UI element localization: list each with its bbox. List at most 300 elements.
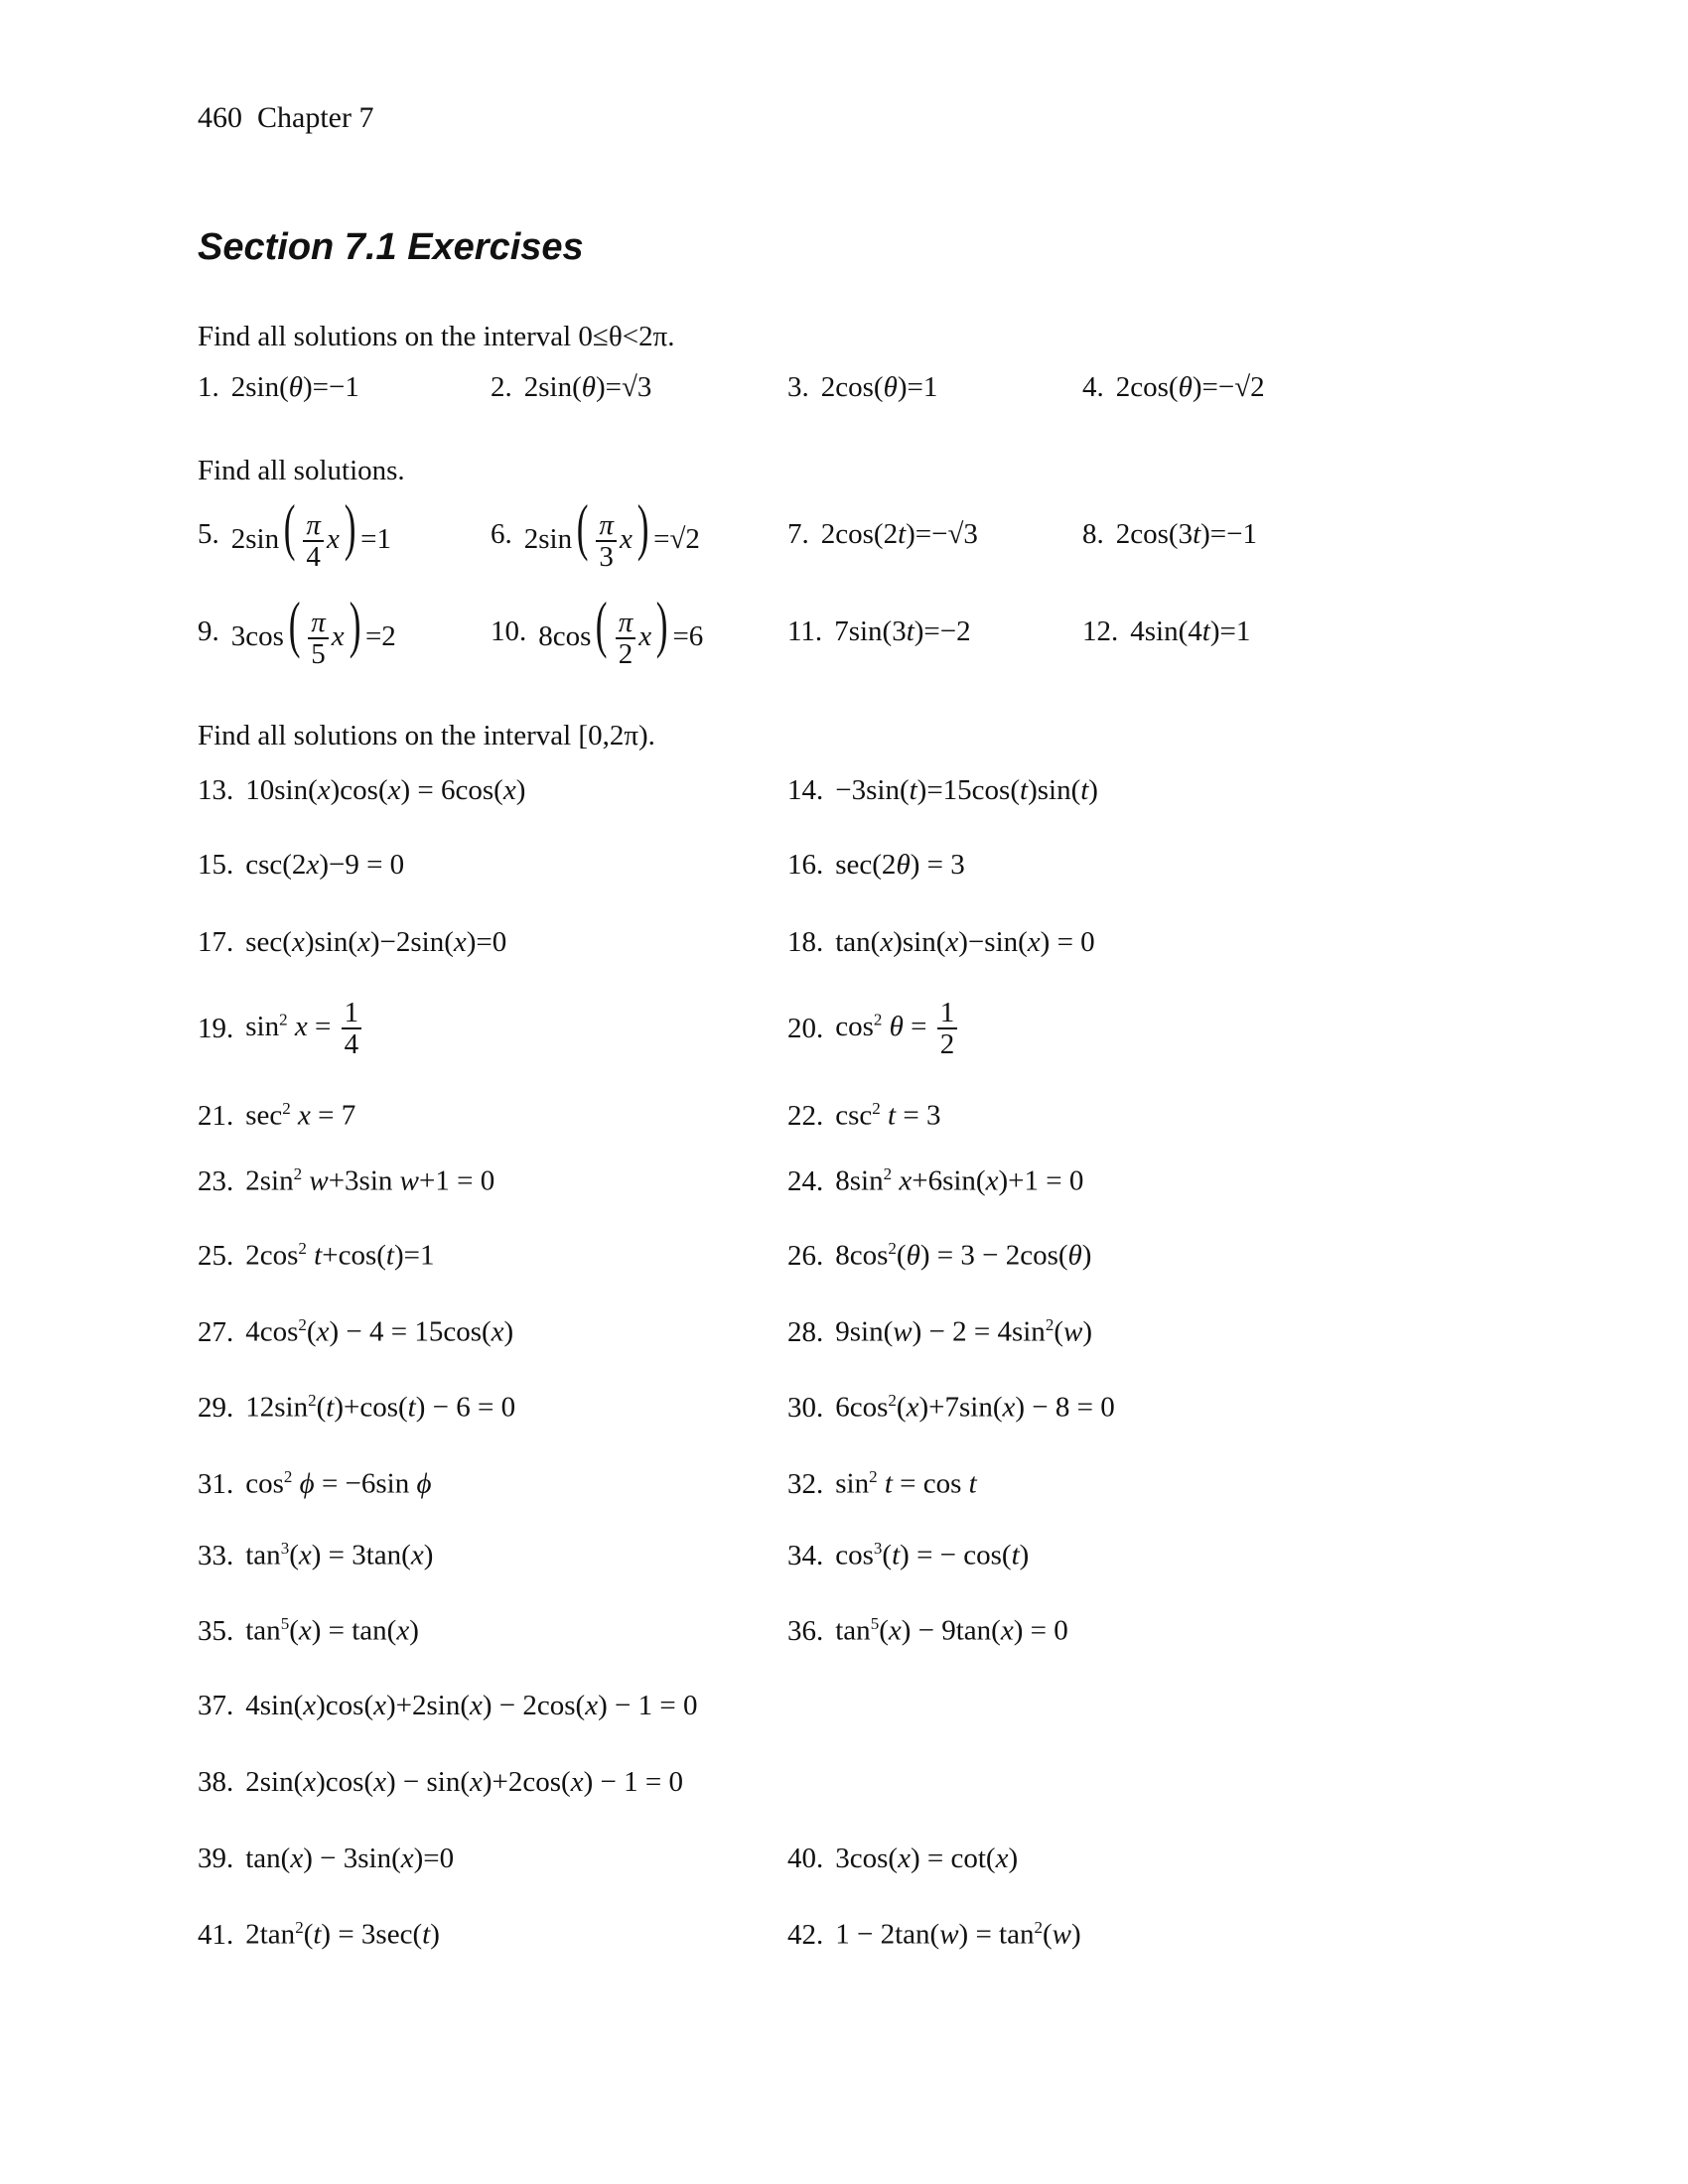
exercise-number: 6. — [491, 517, 512, 550]
equation-variable: x — [303, 1765, 317, 1798]
exercise-item — [787, 1611, 1068, 1651]
equation-variable: x — [316, 1315, 330, 1348]
equation-text — [291, 1100, 298, 1132]
large-parenthesis: ( — [283, 491, 296, 563]
exercise-item — [491, 589, 704, 671]
equation-variable: x — [985, 1164, 999, 1197]
equation-variable: θ — [288, 370, 303, 403]
equation-variable: θ — [889, 1010, 904, 1042]
exercise-equation — [230, 589, 396, 671]
fraction — [596, 510, 617, 573]
fraction — [616, 608, 636, 670]
equation-text: ) = − cos( — [900, 1539, 1012, 1571]
equation-variable: θ — [1178, 370, 1193, 403]
equation-variable: x — [638, 620, 652, 653]
fraction-numerator: 1 — [342, 998, 362, 1029]
large-parenthesis: ( — [576, 491, 589, 563]
equation-text: 3cos — [230, 620, 284, 653]
exercise-number: 2. — [491, 370, 512, 403]
exercise-item — [787, 1236, 1091, 1276]
equation-text: ) = tan( — [311, 1614, 397, 1647]
exponent: 2 — [279, 1010, 288, 1028]
exercise-item — [198, 1388, 515, 1428]
equation-text: ( — [289, 1614, 299, 1647]
equation-text: ) = 6cos( — [400, 773, 503, 806]
exercise-item — [198, 770, 525, 810]
equation-text — [881, 1100, 888, 1132]
equation-variable: θ — [906, 1239, 920, 1272]
exercise-number: 28. — [787, 1315, 824, 1348]
exercise-item — [198, 1236, 434, 1276]
equation-text: )=−√2 — [1192, 370, 1265, 403]
equation-text: 4sin( — [245, 1689, 304, 1721]
equation-text: ) − 9tan( — [901, 1614, 1001, 1647]
exercise-equation — [835, 926, 1094, 959]
equation-variable: θ — [1067, 1239, 1082, 1272]
exercise-item — [198, 1464, 432, 1504]
equation-variable: t — [422, 1918, 431, 1951]
equation-text: 8sin — [835, 1164, 884, 1197]
equation-variable: x — [1000, 1614, 1014, 1647]
equation-text: ( — [882, 1539, 893, 1571]
equation-variable: t — [385, 1239, 394, 1272]
equation-text: ) − 3sin( — [303, 1842, 401, 1874]
equation-variable: w — [939, 1918, 959, 1951]
equation-text: ) = tan — [958, 1918, 1035, 1951]
equation-text: ) — [1071, 1918, 1081, 1951]
page-header — [198, 101, 373, 135]
exponent: 2 — [1045, 1315, 1055, 1335]
exercise-number: 1. — [198, 370, 219, 403]
equation-text: )=1 — [393, 1239, 435, 1272]
equation-text: ) — [409, 1614, 419, 1647]
exercise-equation — [245, 1539, 433, 1572]
exercise-item — [198, 589, 396, 671]
equation-variable: t — [898, 517, 907, 550]
equation-variable: x — [1027, 925, 1041, 958]
large-parenthesis: ) — [636, 491, 649, 563]
fraction-numerator: π — [308, 608, 329, 639]
page-number: 460 — [198, 101, 242, 134]
equation-text: )+cos( — [334, 1391, 408, 1424]
exercise-equation — [245, 774, 525, 807]
equation-text: ) — [1082, 1315, 1092, 1348]
exercise-equation — [1130, 615, 1250, 648]
exercise-item — [198, 1161, 494, 1201]
exercise-item — [198, 1839, 454, 1878]
exercise-item — [787, 996, 960, 1060]
equation-text: =√2 — [653, 523, 700, 556]
instruction-1: Find all solutions on the interval 0≤θ<2π. — [198, 321, 675, 352]
equation-text: ( — [316, 1391, 327, 1424]
equation-text: ) = 0 — [1040, 925, 1095, 958]
equation-variable: t — [407, 1391, 416, 1424]
equation-text: )sin( — [893, 925, 946, 958]
equation-text: cos — [245, 1467, 284, 1500]
instruction-2: Find all solutions. — [198, 455, 405, 486]
equation-text: ) − 8 = 0 — [1015, 1391, 1115, 1424]
exercise-item — [198, 922, 506, 962]
equation-variable: x — [880, 925, 894, 958]
equation-text: )=0 — [413, 1842, 455, 1874]
equation-text: 4sin(4 — [1130, 614, 1202, 647]
exercise-equation — [245, 1690, 697, 1722]
exercise-item — [1082, 514, 1257, 554]
exercise-equation — [835, 849, 964, 882]
section-title: Section 7.1 Exercises — [198, 226, 584, 268]
equation-variable: t — [1193, 517, 1201, 550]
exponent: 3 — [873, 1539, 883, 1559]
exercise-number: 27. — [198, 1315, 234, 1348]
equation-text: 2tan — [245, 1918, 296, 1951]
exercise-equation — [835, 1315, 1092, 1349]
equation-variable: x — [294, 1010, 308, 1042]
equation-text: )=0 — [466, 925, 507, 958]
exponent: 2 — [298, 1239, 307, 1259]
exponent: 5 — [280, 1614, 290, 1634]
exercise-item — [1082, 367, 1265, 407]
equation-text: =1 — [360, 523, 391, 556]
exercise-item — [198, 1762, 683, 1802]
equation-text: ) − 2 = 4sin — [912, 1315, 1046, 1348]
exercise-equation — [835, 998, 960, 1060]
exercise-number: 15. — [198, 848, 234, 881]
exercise-number: 11. — [787, 614, 823, 647]
exercise-equation — [835, 1164, 1083, 1198]
equation-text: )=−1 — [303, 370, 359, 403]
equation-text: tan( — [245, 1842, 291, 1874]
equation-variable: x — [387, 773, 401, 806]
equation-text: ( — [1043, 1918, 1053, 1951]
exponent: 2 — [888, 1239, 897, 1259]
exercise-item — [787, 1096, 940, 1136]
exercise-item — [198, 1611, 419, 1651]
exercise-item — [198, 491, 391, 574]
exponent: 2 — [295, 1918, 304, 1938]
exercise-number: 12. — [1082, 614, 1119, 647]
exercise-item — [787, 612, 971, 651]
equation-text: ) — [1088, 773, 1098, 806]
exercise-number: 24. — [787, 1164, 824, 1197]
equation-text — [292, 1468, 299, 1500]
equation-text: 9sin( — [835, 1315, 894, 1348]
exercise-item — [787, 367, 937, 407]
equation-variable: x — [298, 1614, 312, 1647]
exercise-equation — [835, 1099, 940, 1133]
equation-text: ) — [515, 773, 526, 806]
equation-variable: t — [888, 1099, 897, 1132]
fraction-denominator: 2 — [618, 638, 633, 671]
exercise-equation — [245, 1918, 440, 1952]
equation-text: ) — [503, 1315, 514, 1348]
exercise-number: 14. — [787, 773, 824, 806]
exercise-number: 29. — [198, 1391, 234, 1424]
exercise-number: 36. — [787, 1614, 824, 1647]
equation-variable: x — [585, 1689, 599, 1721]
equation-text: )+7sin( — [918, 1391, 1003, 1424]
exercise-equation — [245, 1391, 515, 1425]
equation-variable: x — [317, 773, 331, 806]
equation-text: 2cos( — [820, 370, 884, 403]
equation-text: )=15cos( — [916, 773, 1020, 806]
equation-variable: x — [898, 1842, 911, 1874]
equation-text: )cos( — [316, 1765, 374, 1798]
exercise-number: 8. — [1082, 517, 1104, 550]
exercise-equation — [821, 518, 978, 551]
equation-text: ) = 3tan( — [311, 1539, 411, 1571]
equation-variable: t — [909, 773, 917, 806]
exercise-number: 21. — [198, 1099, 234, 1132]
chapter-label: Chapter 7 — [257, 101, 374, 134]
equation-text: 2sin( — [245, 1765, 304, 1798]
equation-variable: x — [470, 1689, 483, 1721]
equation-variable: x — [356, 925, 370, 958]
equation-text: ) − 6 = 0 — [415, 1391, 516, 1424]
equation-text: tan — [245, 1539, 281, 1571]
equation-text: ) = 3sec( — [321, 1918, 423, 1951]
exercise-equation — [245, 998, 364, 1060]
exercise-number: 34. — [787, 1539, 824, 1571]
exercise-number: 42. — [787, 1918, 824, 1951]
equation-text: =6 — [672, 620, 704, 653]
equation-variable: x — [298, 1099, 311, 1132]
exercise-number: 33. — [198, 1539, 234, 1571]
equation-variable: w — [893, 1315, 913, 1348]
equation-text: )+2sin( — [385, 1689, 470, 1721]
exercise-item — [787, 770, 1098, 810]
equation-variable: t — [1011, 1539, 1020, 1571]
equation-text: ) − 1 = 0 — [598, 1689, 698, 1721]
equation-text — [882, 1011, 889, 1042]
exercise-equation — [245, 1164, 494, 1198]
exponent: 2 — [282, 1099, 291, 1119]
equation-text: csc — [835, 1099, 873, 1132]
equation-text: ) = cot( — [910, 1842, 996, 1874]
equation-variable: x — [570, 1765, 584, 1798]
equation-variable: w — [399, 1164, 419, 1197]
equation-variable: x — [410, 1539, 424, 1571]
equation-variable: x — [502, 773, 516, 806]
exercise-equation — [245, 1315, 513, 1349]
exponent: 2 — [283, 1467, 293, 1487]
exercise-number: 20. — [787, 1012, 824, 1044]
exercise-item — [787, 1839, 1018, 1878]
equation-text: ( — [303, 1918, 314, 1951]
equation-text: = cos — [892, 1467, 969, 1500]
equation-text: 8cos — [538, 620, 592, 653]
equation-text: )+1 = 0 — [998, 1164, 1084, 1197]
equation-text: 2sin — [245, 1164, 294, 1197]
equation-text: ( — [1054, 1315, 1063, 1348]
equation-variable: θ — [581, 370, 596, 403]
equation-text: 2cos( — [1115, 370, 1179, 403]
equation-variable: x — [291, 925, 305, 958]
equation-text: ) — [1008, 1842, 1019, 1874]
exercise-number: 31. — [198, 1467, 234, 1500]
exercise-item — [787, 1915, 1081, 1955]
equation-text: ( — [896, 1239, 907, 1272]
equation-text: )+2cos( — [482, 1765, 571, 1798]
equation-variable: w — [1062, 1315, 1083, 1348]
exercise-number: 32. — [787, 1467, 824, 1500]
fraction-denominator: 4 — [306, 541, 321, 574]
equation-text: )cos( — [330, 773, 388, 806]
exercise-equation — [245, 926, 506, 959]
large-parenthesis: ) — [344, 491, 356, 563]
exercise-item — [198, 1686, 697, 1725]
exercise-equation — [524, 371, 652, 404]
exercise-item — [198, 1915, 440, 1955]
exponent: 2 — [883, 1164, 893, 1184]
equation-text: +3sin — [328, 1164, 400, 1197]
fraction-numerator: π — [303, 510, 324, 542]
equation-text: = 3 — [896, 1099, 941, 1132]
exercise-number: 40. — [787, 1842, 824, 1874]
equation-text: 4cos — [245, 1315, 299, 1348]
equation-text: ( — [306, 1315, 317, 1348]
exercise-equation — [245, 1467, 431, 1501]
exercise-equation — [523, 491, 700, 574]
equation-text: ( — [879, 1614, 889, 1647]
equation-text: 2sin( — [230, 370, 289, 403]
equation-variable: t — [884, 1467, 893, 1500]
exercise-number: 38. — [198, 1765, 234, 1798]
equation-text: +cos( — [322, 1239, 386, 1272]
equation-text: ) — [1081, 1239, 1092, 1272]
fraction — [937, 998, 958, 1060]
fraction-denominator: 2 — [939, 1028, 955, 1060]
equation-text: sec( — [245, 925, 292, 958]
equation-text — [878, 1468, 885, 1500]
equation-text: sec(2 — [835, 848, 897, 881]
exponent: 5 — [870, 1614, 880, 1634]
equation-variable: x — [331, 620, 345, 653]
equation-text: 3cos( — [835, 1842, 899, 1874]
equation-text: ( — [896, 1391, 907, 1424]
equation-variable: x — [306, 848, 320, 881]
equation-text: 2sin — [230, 523, 280, 556]
equation-text: = — [903, 1010, 934, 1042]
equation-variable: t — [314, 1239, 323, 1272]
equation-text: +1 = 0 — [418, 1164, 495, 1197]
fraction-denominator: 5 — [311, 638, 326, 671]
exercise-equation — [835, 1918, 1080, 1952]
equation-text: = 7 — [310, 1099, 356, 1132]
exercise-equation — [821, 371, 938, 404]
equation-text: tan( — [835, 925, 881, 958]
exercise-number: 30. — [787, 1391, 824, 1424]
equation-text: )=1 — [1209, 614, 1251, 647]
fraction — [303, 510, 324, 573]
fraction — [342, 998, 362, 1060]
equation-text: ) = 3 − 2cos( — [919, 1239, 1068, 1272]
equation-variable: x — [995, 1842, 1009, 1874]
exercise-equation — [245, 1099, 355, 1133]
equation-text: ) = 0 — [1013, 1614, 1068, 1647]
equation-text: 2sin — [523, 523, 573, 556]
exercise-equation — [245, 1843, 454, 1875]
equation-text: ) — [430, 1918, 440, 1951]
equation-text: )−2sin( — [369, 925, 454, 958]
exercise-equation — [1116, 518, 1257, 551]
equation-text: −3sin( — [835, 773, 910, 806]
exponent: 2 — [293, 1164, 303, 1184]
equation-text: )=1 — [897, 370, 938, 403]
exercise-number: 10. — [491, 614, 527, 647]
exercise-item — [198, 1536, 433, 1575]
equation-text: tan — [245, 1614, 281, 1647]
equation-text: ) − 4 = 15cos( — [329, 1315, 492, 1348]
exercise-number: 3. — [787, 370, 809, 403]
exercise-equation — [230, 491, 391, 574]
equation-variable: x — [888, 1614, 902, 1647]
equation-variable: ϕ — [416, 1467, 432, 1500]
exercise-equation — [834, 615, 970, 648]
exercise-number: 19. — [198, 1012, 234, 1044]
equation-text: )−sin( — [958, 925, 1028, 958]
exercise-number: 9. — [198, 614, 219, 647]
exercise-item — [787, 1161, 1083, 1201]
equation-text: ( — [289, 1539, 299, 1571]
equation-text: )=−1 — [1200, 517, 1258, 550]
equation-variable: t — [1020, 773, 1029, 806]
equation-text: 12sin — [245, 1391, 309, 1424]
equation-variable: x — [326, 523, 340, 556]
exercise-item — [787, 1388, 1115, 1428]
fraction-denominator: 4 — [344, 1028, 359, 1060]
exercise-equation — [1116, 371, 1265, 404]
exercise-equation — [835, 1467, 976, 1501]
exercise-number: 22. — [787, 1099, 824, 1132]
equation-variable: x — [453, 925, 467, 958]
exercise-item — [198, 1096, 355, 1136]
equation-variable: θ — [883, 370, 898, 403]
equation-text: = −6sin — [314, 1467, 417, 1500]
equation-text: cos — [835, 1539, 874, 1571]
equation-text: 2cos — [245, 1239, 299, 1272]
exercise-item — [198, 996, 364, 1060]
equation-text: = — [307, 1010, 339, 1042]
equation-text: )cos( — [316, 1689, 374, 1721]
equation-variable: t — [906, 614, 914, 647]
exercise-equation — [835, 1391, 1114, 1425]
exercise-item — [787, 922, 1095, 962]
equation-text: csc(2 — [245, 848, 307, 881]
equation-variable: w — [1052, 1918, 1072, 1951]
exercise-number: 13. — [198, 773, 234, 806]
exercise-equation — [835, 1539, 1029, 1572]
large-parenthesis: ) — [349, 589, 361, 660]
equation-text: ) = 3 — [910, 848, 965, 881]
exercise-number: 26. — [787, 1239, 824, 1272]
exercise-item — [491, 367, 651, 407]
exponent: 2 — [869, 1467, 878, 1487]
large-parenthesis: ) — [655, 589, 668, 660]
equation-variable: x — [290, 1842, 304, 1874]
equation-text: 2cos(2 — [820, 517, 899, 550]
equation-variable: t — [1201, 614, 1210, 647]
exercise-number: 37. — [198, 1689, 234, 1721]
exercise-number: 35. — [198, 1614, 234, 1647]
exercise-item — [198, 845, 404, 885]
equation-text: 8cos — [835, 1239, 889, 1272]
equation-variable: x — [619, 523, 633, 556]
exercise-equation — [835, 1239, 1091, 1273]
equation-variable: x — [906, 1391, 919, 1424]
exponent: 2 — [872, 1099, 881, 1119]
equation-text: +6sin( — [912, 1164, 986, 1197]
exercise-equation — [835, 774, 1098, 807]
